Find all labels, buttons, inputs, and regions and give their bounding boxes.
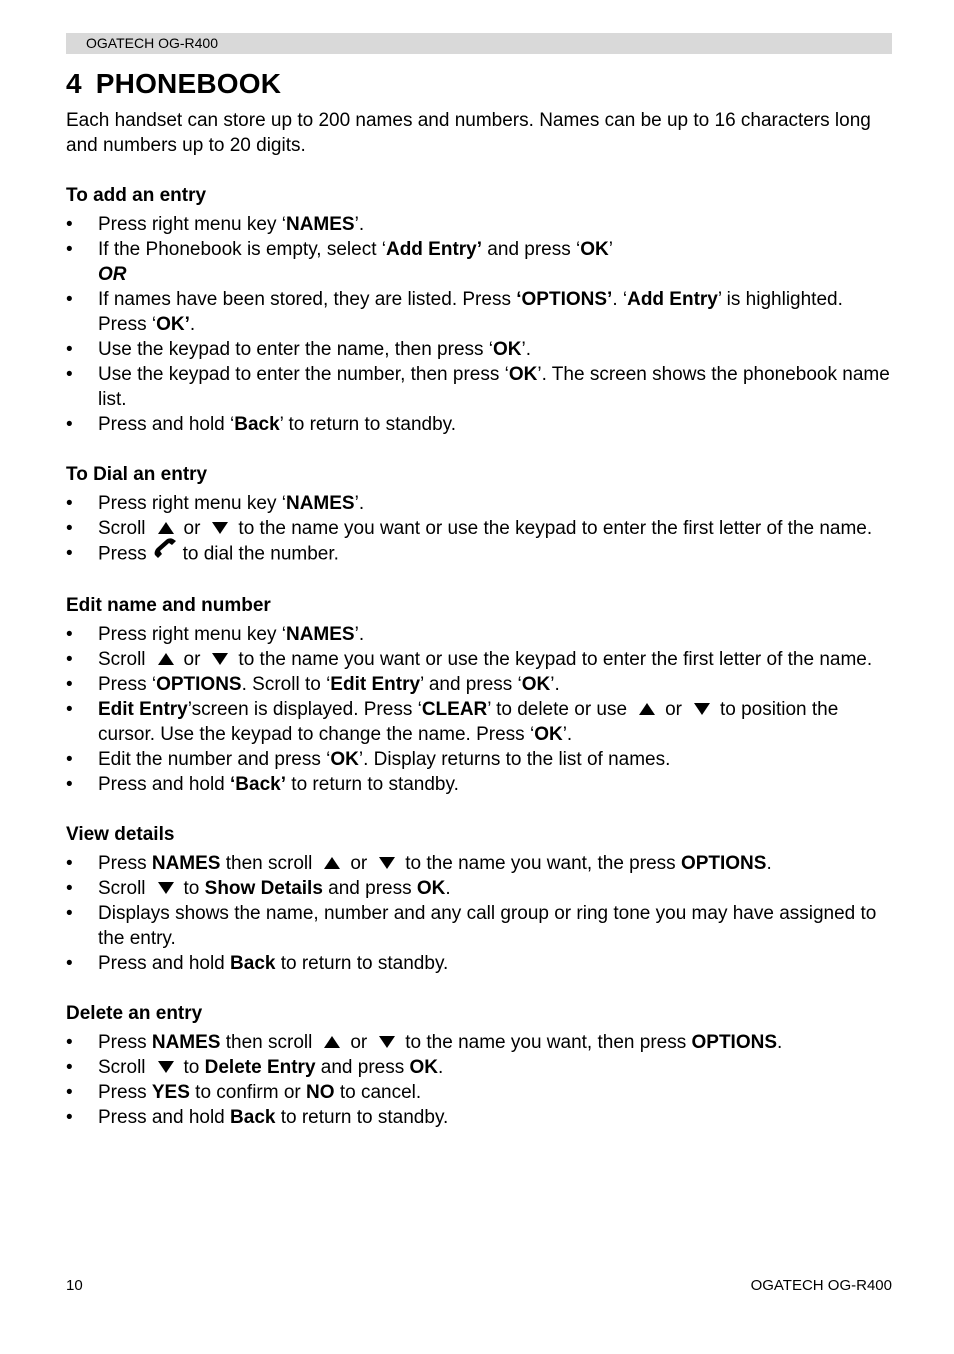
header-bar — [66, 33, 892, 54]
delete-list — [66, 1030, 892, 1130]
intro-paragraph: Each handset can store up to 200 names and numbers. Names can be up to 16 characters long and numbers up to 20 digits. — [66, 110, 871, 156]
chapter-number: 4 — [66, 68, 82, 99]
list-item: • Scroll to Delete Entry and press OK. — [66, 1055, 892, 1080]
or-label: OR — [98, 264, 127, 285]
section-heading-delete: Delete an entry — [66, 1003, 203, 1024]
dial-list — [66, 491, 892, 568]
list-item: • Press and hold ‘Back’ to return to standby. — [66, 772, 892, 797]
chapter-title — [66, 68, 281, 100]
list-item: • Edit Entry’screen is displayed. Press ‘CLEAR’ to delete or use or to position the cursor. Use the keypad to change the name. Press ‘OK’. — [66, 697, 892, 747]
list-item: • Press right menu key ‘NAMES’. — [66, 491, 892, 516]
page-content — [66, 108, 892, 1130]
view-list — [66, 851, 892, 976]
down-arrow-icon — [379, 1036, 395, 1048]
down-arrow-icon — [212, 522, 228, 534]
list-item: • Press and hold Back to return to standby. — [66, 1105, 892, 1130]
up-arrow-icon — [639, 703, 655, 715]
list-item: • If names have been stored, they are listed. Press ‘OPTIONS’. ‘Add Entry’ is highlighted. Press ‘OK’. — [66, 287, 892, 337]
list-item: • Press YES to confirm or NO to cancel. — [66, 1080, 892, 1105]
list-item: • Press NAMES then scroll or to the name you want, the press OPTIONS. — [66, 851, 892, 876]
list-item: • Press and hold ‘Back’ to return to standby. — [66, 412, 892, 437]
section-heading-add: To add an entry — [66, 185, 207, 206]
chapter-name: PHONEBOOK — [95, 68, 282, 99]
phone-handset-icon — [153, 538, 177, 565]
add-list — [66, 212, 892, 437]
list-item: • Scroll or to the name you want or use the keypad to enter the first letter of the name. — [66, 516, 892, 541]
edit-list — [66, 622, 892, 797]
up-arrow-icon — [158, 522, 174, 534]
section-heading-view: View details — [66, 824, 175, 845]
down-arrow-icon — [694, 703, 710, 715]
list-item: • Use the keypad to enter the name, then press ‘OK’. — [66, 337, 892, 362]
section-heading-dial: To Dial an entry — [66, 464, 208, 485]
list-item: • Scroll to Show Details and press OK. — [66, 876, 892, 901]
list-item: • Edit the number and press ‘OK’. Display returns to the list of names. — [66, 747, 892, 772]
up-arrow-icon — [324, 1036, 340, 1048]
list-item: • Press NAMES then scroll or to the name you want, then press OPTIONS. — [66, 1030, 892, 1055]
down-arrow-icon — [158, 882, 174, 894]
list-item: • Press right menu key ‘NAMES’. — [66, 622, 892, 647]
up-arrow-icon — [158, 653, 174, 665]
page-number: 10 — [66, 1277, 83, 1294]
list-item: • Scroll or to the name you want or use the keypad to enter the first letter of the name. — [66, 647, 892, 672]
list-item: • Press right menu key ‘NAMES’. — [66, 212, 892, 237]
down-arrow-icon — [158, 1061, 174, 1073]
footer-model: OGATECH OG-R400 — [750, 1277, 892, 1294]
header-model: OGATECH OG-R400 — [86, 35, 218, 51]
section-heading-edit: Edit name and number — [66, 595, 271, 616]
list-item: • Press and hold Back to return to standby. — [66, 951, 892, 976]
list-item: • Press to dial the number. — [66, 541, 892, 568]
list-item: • Displays shows the name, number and any call group or ring tone you may have assigned to the entry. — [66, 901, 892, 951]
list-item: • If the Phonebook is empty, select ‘Add Entry’ and press ‘OK’ — [66, 237, 892, 262]
down-arrow-icon — [212, 653, 228, 665]
down-arrow-icon — [379, 857, 395, 869]
list-item: • Use the keypad to enter the number, then press ‘OK’. The screen shows the phonebook name list. — [66, 362, 892, 412]
list-item: • Press ‘OPTIONS. Scroll to ‘Edit Entry’ and press ‘OK’. — [66, 672, 892, 697]
up-arrow-icon — [324, 857, 340, 869]
